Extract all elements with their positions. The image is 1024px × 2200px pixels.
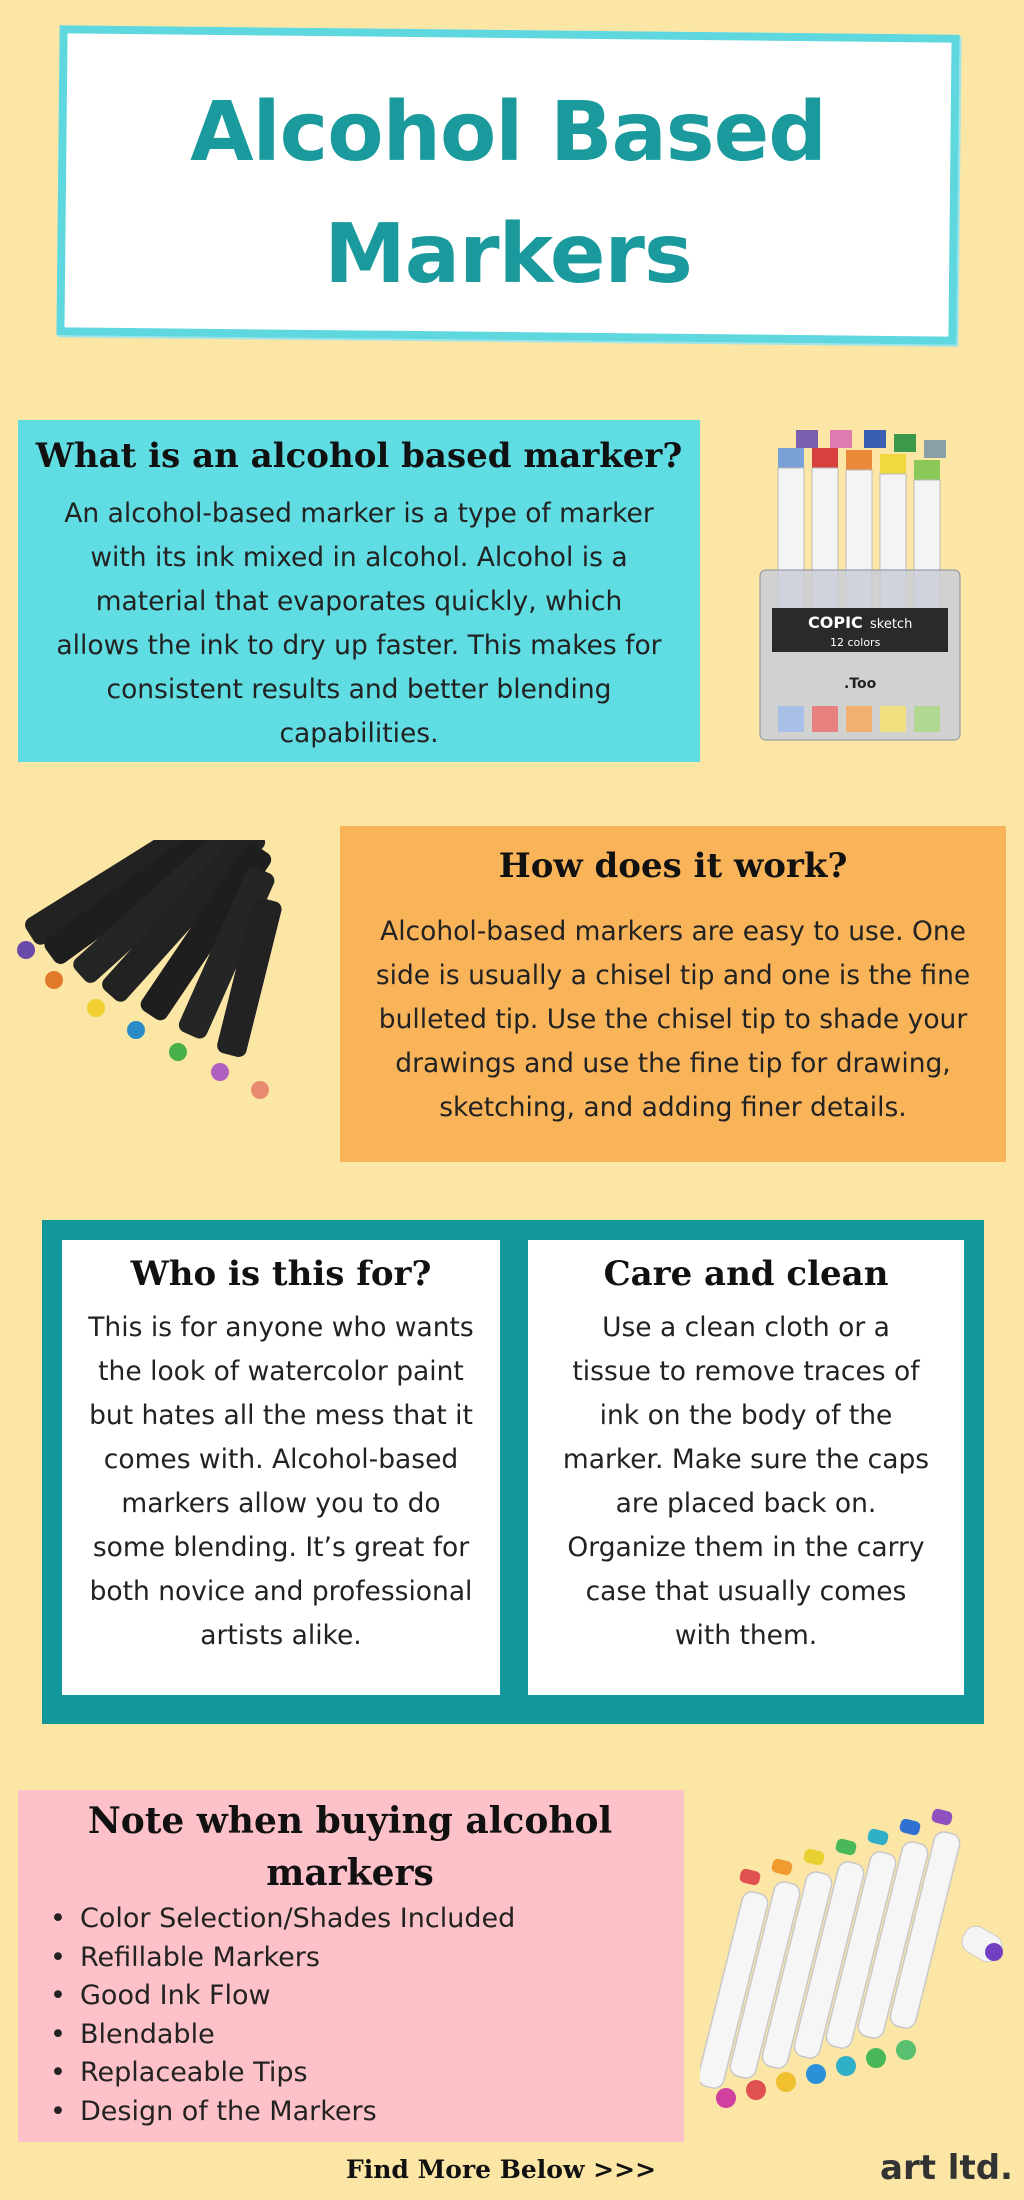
- copic-maker-text: .Too: [844, 676, 877, 692]
- who-heading: Who is this for?: [130, 1254, 432, 1294]
- what-line: allows the ink to dry up faster. This makes for: [56, 630, 662, 661]
- who-line: markers allow you to do: [121, 1488, 441, 1519]
- how-line: bulleted tip. Use the chisel tip to shade your: [378, 1004, 968, 1035]
- care-body: [528, 1306, 964, 1658]
- care-line: case that usually comes: [585, 1576, 907, 1607]
- care-line: marker. Make sure the caps: [562, 1444, 930, 1475]
- black-markers-image: [10, 840, 330, 1110]
- title-line-2: Markers: [324, 207, 692, 302]
- copic-bottom-tips: [778, 706, 940, 732]
- care-line: tissue to remove traces of: [572, 1356, 920, 1387]
- what-line: consistent results and better blending: [106, 674, 612, 705]
- who-card: [62, 1240, 500, 1695]
- how-body: [356, 910, 990, 1130]
- what-body: [36, 492, 682, 756]
- who-line: comes with. Alcohol-based: [103, 1444, 459, 1475]
- care-line: with them.: [674, 1620, 818, 1651]
- what-line: material that evaporates quickly, which: [95, 586, 623, 617]
- find-more-link[interactable]: Find More Below >>>: [346, 2155, 657, 2184]
- note-list: [40, 1900, 680, 2131]
- who-line: This is for anyone who wants: [88, 1312, 474, 1343]
- what-line: An alcohol-based marker is a type of marker: [64, 498, 654, 529]
- note-heading-line-2: markers: [266, 1852, 434, 1894]
- black-marker-bodies: [22, 840, 283, 1059]
- care-line: Use a clean cloth or a: [602, 1312, 890, 1343]
- note-heading-line-1: Note when buying alcohol: [87, 1800, 613, 1842]
- who-line: artists alike.: [200, 1620, 362, 1651]
- white-marker-loose-cap-tip: [985, 1943, 1003, 1961]
- who-line: some blending. It’s great for: [92, 1532, 470, 1563]
- how-line: drawings and use the fine tip for drawing,: [395, 1048, 951, 1079]
- white-marker-loose-cap: [958, 1922, 1007, 1966]
- copic-marker-set-image: [748, 420, 988, 760]
- page-title: [58, 72, 958, 316]
- note-list-item: • Design of the Markers: [40, 2093, 680, 2132]
- what-heading: What is an alcohol based marker?: [35, 436, 683, 476]
- who-line: both novice and professional: [89, 1576, 473, 1607]
- white-markers-image: [700, 1780, 1010, 2120]
- who-line: the look of watercolor paint: [98, 1356, 464, 1387]
- how-line: sketching, and adding finer details.: [439, 1092, 907, 1123]
- note-list-item: • Color Selection/Shades Included: [40, 1900, 680, 1939]
- how-line: Alcohol-based markers are easy to use. One: [380, 916, 966, 947]
- brand-logo: art ltd.: [880, 2148, 1013, 2188]
- who-body: [62, 1306, 500, 1658]
- note-heading: [30, 1795, 670, 1899]
- copic-line-text: sketch: [870, 617, 913, 632]
- care-line: Organize them in the carry: [567, 1532, 925, 1563]
- note-list-item: • Blendable: [40, 2016, 680, 2055]
- what-line: capabilities.: [279, 718, 439, 749]
- note-list-item: • Refillable Markers: [40, 1939, 680, 1978]
- title-line-1: Alcohol Based: [190, 85, 826, 180]
- what-line: with its ink mixed in alcohol. Alcohol is a: [90, 542, 628, 573]
- care-heading: Care and clean: [603, 1254, 889, 1294]
- care-line: ink on the body of the: [599, 1400, 893, 1431]
- copic-count-text: 12 colors: [830, 636, 881, 649]
- copic-brand-text: COPIC: [808, 613, 863, 632]
- care-card: [528, 1240, 964, 1695]
- who-line: but hates all the mess that it: [89, 1400, 473, 1431]
- how-line: side is usually a chisel tip and one is the fine: [375, 960, 971, 991]
- note-list-item: • Good Ink Flow: [40, 1977, 680, 2016]
- white-marker-bodies: [700, 1830, 962, 2090]
- note-list-item: • Replaceable Tips: [40, 2054, 680, 2093]
- care-line: are placed back on.: [615, 1488, 877, 1519]
- how-heading: How does it work?: [498, 846, 848, 886]
